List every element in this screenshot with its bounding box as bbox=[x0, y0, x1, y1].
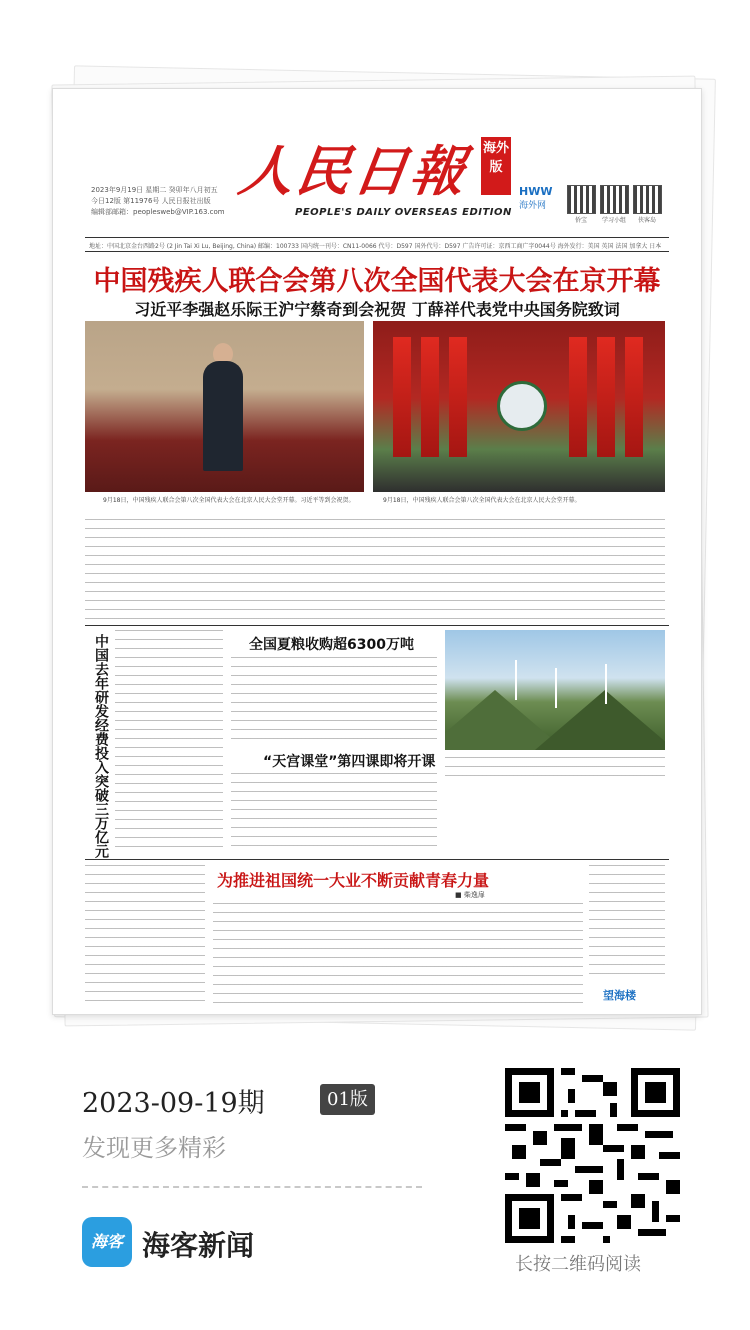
issue-info bbox=[91, 185, 231, 218]
emblem-icon bbox=[497, 381, 547, 431]
qr-label: 学习小组 bbox=[601, 217, 626, 224]
caption-right: 9月18日，中国残疾人联合会第八次全国代表大会在北京人民大会堂开幕。 bbox=[383, 497, 581, 504]
issue-info-line-2: 今日12版 第11976号 人民日报社出版 bbox=[91, 197, 211, 205]
qr-label: 侠客岛 bbox=[637, 217, 656, 224]
edition-badge: 01版 bbox=[320, 1084, 375, 1115]
masthead-tag: 海外版 bbox=[481, 137, 511, 195]
divider bbox=[85, 859, 669, 860]
flag bbox=[449, 337, 467, 457]
windfarm-caption bbox=[445, 757, 665, 779]
bottom-headline[interactable]: 为推进祖国统一大业不断贡献青春力量 bbox=[217, 871, 490, 890]
lead-photo-left bbox=[85, 321, 364, 492]
person-figure bbox=[203, 361, 243, 471]
rd-headline[interactable]: 中国去年研发经费投入突破三万亿元 bbox=[93, 634, 109, 858]
grain-headline[interactable]: 全国夏粮收购超6300万吨 bbox=[249, 637, 414, 653]
bottom-article-body bbox=[213, 903, 583, 1005]
issue-info-line-1: 2023年9月19日 星期二 癸卯年八月初五 bbox=[91, 186, 218, 194]
app-name: 海客新闻 bbox=[142, 1229, 255, 1262]
masthead-strip: 地址：中国北京金台西路2号 (2 Jin Tai Xi Lu, Beijing, China) 邮编：100733 国内统一刊号：CN11-0066 代号：D597 国外代号：D597 广告许可证：京西工商广字0044号 海外发行：美国 英国 法国 加拿大 日本 bbox=[89, 243, 662, 250]
discover-more: 发现更多精彩 bbox=[82, 1134, 226, 1162]
newspaper-page[interactable] bbox=[52, 88, 702, 1015]
hww-logo-text: 海外网 bbox=[519, 201, 547, 211]
wind-turbine-icon bbox=[515, 660, 517, 700]
qr-code-icon bbox=[633, 185, 662, 214]
grain-article-body bbox=[231, 657, 437, 745]
tiangong-article-body bbox=[231, 773, 437, 853]
bottom-byline: ■ 柴逸扉 bbox=[455, 891, 485, 899]
qr-code-icon[interactable] bbox=[505, 1068, 680, 1243]
lead-article-body bbox=[85, 519, 665, 619]
flag bbox=[393, 337, 411, 457]
lead-headline[interactable]: 中国残疾人联合会第八次全国代表大会在京开幕 bbox=[93, 266, 661, 297]
dashed-divider bbox=[82, 1186, 422, 1188]
flag bbox=[421, 337, 439, 457]
issue-date: 2023-09-19期 bbox=[82, 1088, 265, 1119]
bottom-left-column bbox=[85, 865, 205, 1005]
brand-label: 望海楼 bbox=[603, 989, 636, 1002]
bottom-right-column bbox=[589, 865, 665, 981]
lead-photo-right bbox=[373, 321, 665, 492]
divider bbox=[85, 251, 669, 252]
issue-info-line-3: 编辑部邮箱：peoplesweb@VIP.163.com bbox=[91, 208, 225, 216]
divider bbox=[85, 237, 669, 238]
hww-logo-mark: HWW bbox=[519, 185, 553, 198]
wind-turbine-icon bbox=[555, 668, 557, 708]
windfarm-photo bbox=[445, 630, 665, 750]
masthead-english: PEOPLE'S DAILY OVERSEAS EDITION bbox=[295, 207, 512, 218]
qr-code-icon bbox=[600, 185, 629, 214]
qr-hint: 长按二维码阅读 bbox=[515, 1254, 641, 1275]
masthead bbox=[53, 89, 701, 239]
hww-logo bbox=[519, 185, 563, 211]
flag bbox=[597, 337, 615, 457]
flag bbox=[569, 337, 587, 457]
masthead-title: 人民日報 bbox=[235, 139, 473, 203]
rd-article-body bbox=[115, 630, 223, 852]
app-logo-icon: 海客 bbox=[82, 1217, 132, 1267]
wind-turbine-icon bbox=[605, 664, 607, 704]
tiangong-headline[interactable]: “天宫课堂”第四课即将开课 bbox=[263, 754, 436, 770]
flag bbox=[625, 337, 643, 457]
divider bbox=[85, 625, 669, 626]
caption-left: 9月18日，中国残疾人联合会第八次全国代表大会在北京人民大会堂开幕。习近平等到会祝贺。 bbox=[103, 497, 355, 504]
qr-code-icon bbox=[567, 185, 596, 214]
lead-subhead: 习近平李强赵乐际王沪宁蔡奇到会祝贺 丁薛祥代表党中央国务院致词 bbox=[134, 300, 620, 319]
qr-label: 侨宝 bbox=[574, 217, 587, 224]
